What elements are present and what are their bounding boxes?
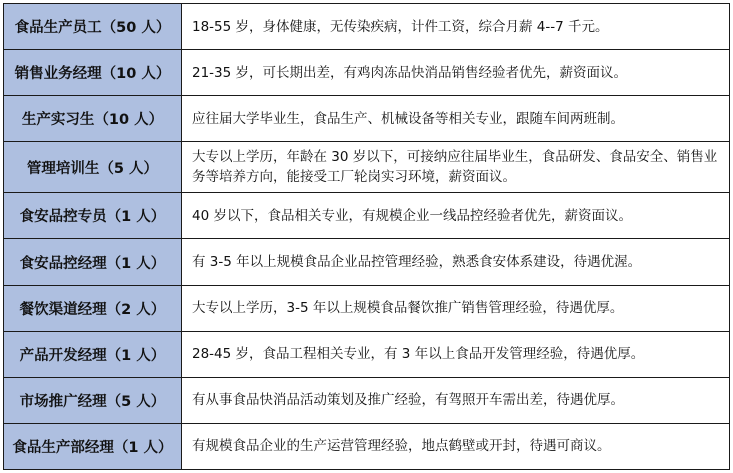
table-row — [4, 4, 730, 50]
position-title: 管理培训生（5 人） — [4, 142, 182, 193]
position-description: 大专以上学历，年龄在 30 岁以下，可接纳应往届毕业生，食品研发、食品安全、销售业务等培养方向，能接受工厂轮岗实习环境，薪资面议。 — [182, 142, 730, 193]
table-row — [4, 377, 730, 423]
position-description: 有 3-5 年以上规模食品企业品控管理经验，熟悉食安体系建设，待遇优渥。 — [182, 239, 730, 285]
table-row — [4, 331, 730, 377]
position-title: 生产实习生（10 人） — [4, 96, 182, 142]
table-row — [4, 96, 730, 142]
table-row — [4, 423, 730, 469]
table-row — [4, 142, 730, 193]
table-row — [4, 285, 730, 331]
job-positions-table — [3, 3, 730, 470]
position-title: 销售业务经理（10 人） — [4, 50, 182, 96]
position-description: 有从事食品快消品活动策划及推广经验，有驾照开车需出差，待遇优厚。 — [182, 377, 730, 423]
position-title: 餐饮渠道经理（2 人） — [4, 285, 182, 331]
position-title: 市场推广经理（5 人） — [4, 377, 182, 423]
position-description: 28-45 岁，食品工程相关专业，有 3 年以上食品开发管理经验，待遇优厚。 — [182, 331, 730, 377]
position-description: 大专以上学历，3-5 年以上规模食品餐饮推广销售管理经验，待遇优厚。 — [182, 285, 730, 331]
position-title: 产品开发经理（1 人） — [4, 331, 182, 377]
table-row — [4, 239, 730, 285]
position-title: 食品生产部经理（1 人） — [4, 423, 182, 469]
position-title: 食品生产员工（50 人） — [4, 4, 182, 50]
table-row — [4, 50, 730, 96]
position-description: 21-35 岁，可长期出差，有鸡肉冻品快消品销售经验者优先，薪资面议。 — [182, 50, 730, 96]
position-title: 食安品控专员（1 人） — [4, 193, 182, 239]
position-title: 食安品控经理（1 人） — [4, 239, 182, 285]
position-description: 18-55 岁，身体健康，无传染疾病，计件工资，综合月薪 4--7 千元。 — [182, 4, 730, 50]
position-description: 有规模食品企业的生产运营管理经验，地点鹤壁或开封，待遇可商议。 — [182, 423, 730, 469]
position-description: 40 岁以下，食品相关专业，有规模企业一线品控经验者优先，薪资面议。 — [182, 193, 730, 239]
position-description: 应往届大学毕业生，食品生产、机械设备等相关专业，跟随车间两班制。 — [182, 96, 730, 142]
table-row — [4, 193, 730, 239]
